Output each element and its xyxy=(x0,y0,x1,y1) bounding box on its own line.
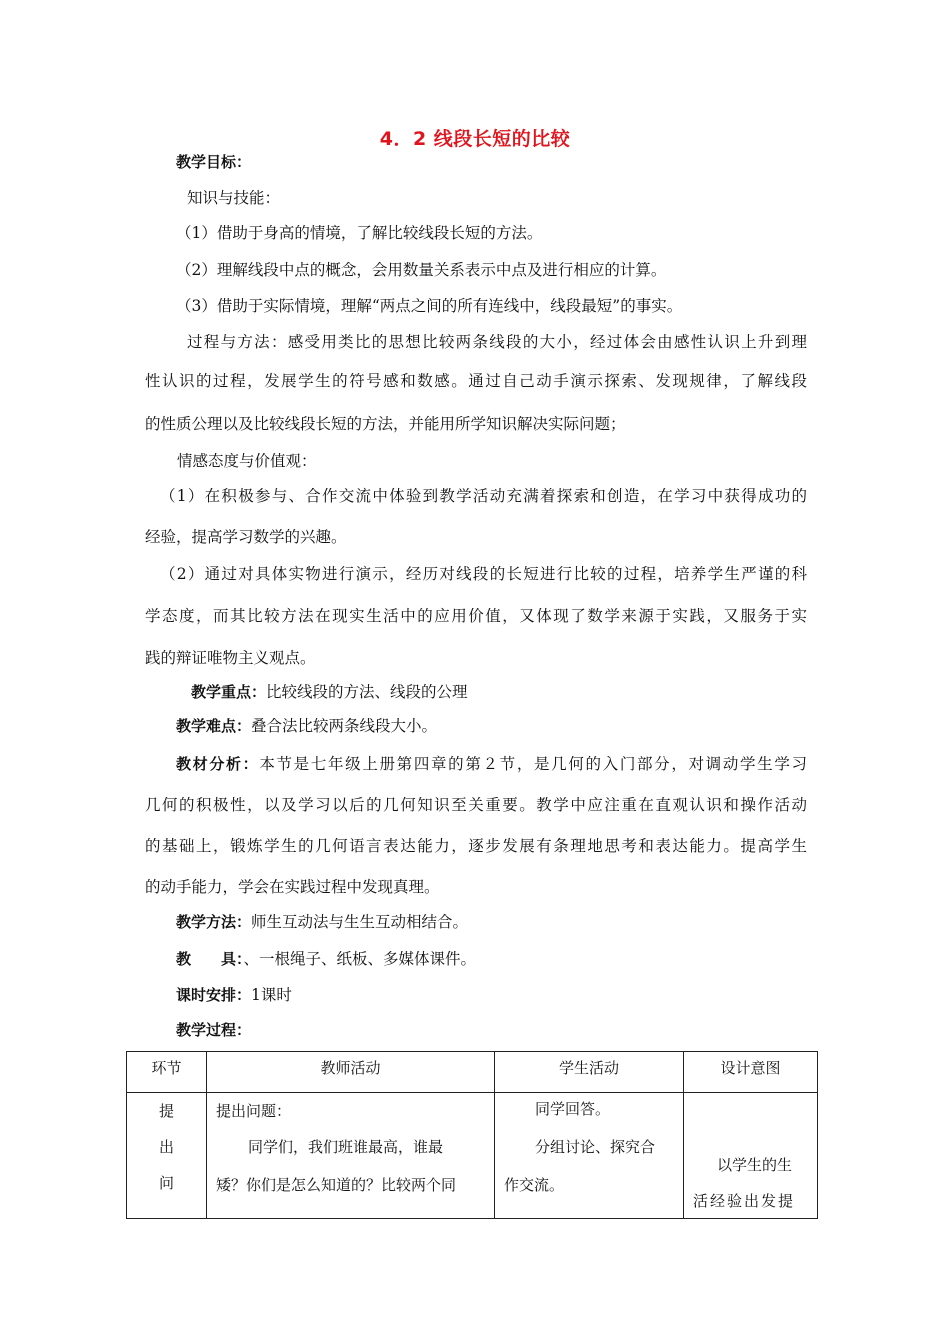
schedule-label: 课时安排： xyxy=(176,986,252,1004)
method-text: 师生互动法与生生互动相结合。 xyxy=(251,913,469,931)
analysis-label: 教材分析： xyxy=(176,755,260,773)
process-paragraph-line: 性认识的过程，发展学生的符号感和数感。通过自己动手演示探索、发现规律，了解线段 xyxy=(145,372,807,390)
emotion-item-line: （2）通过对具体实物进行演示，经历对线段的长短进行比较的过程，培养学生严谨的科 xyxy=(160,565,807,583)
intent-line: 活经验出发提 xyxy=(693,1192,796,1210)
analysis-first-line xyxy=(176,754,807,774)
table-row xyxy=(127,1093,818,1219)
emotion-item-line: 经验，提高学习数学的兴趣。 xyxy=(145,528,347,546)
table-header-row xyxy=(127,1052,818,1093)
stage-char: 提 xyxy=(159,1102,175,1120)
process-paragraph-line: 的性质公理以及比较线段长短的方法，并能用所学知识解决实际问题； xyxy=(145,415,626,433)
teacher-line: 提出问题： xyxy=(216,1102,292,1120)
tools-label: 教 具： xyxy=(176,950,244,968)
table-header: 设计意图 xyxy=(684,1052,818,1093)
knowledge-item: （2）理解线段中点的概念，会用数量关系表示中点及进行相应的计算。 xyxy=(176,261,667,279)
difficulty-label: 教学难点： xyxy=(176,717,252,735)
table-header: 学生活动 xyxy=(495,1052,684,1093)
stage-char: 问 xyxy=(159,1174,175,1192)
difficulty-text: 叠合法比较两条线段大小。 xyxy=(251,717,438,735)
class-schedule xyxy=(176,985,292,1005)
intent-line: 以学生的生 xyxy=(717,1156,793,1174)
emotion-item-line: 践的辩证唯物主义观点。 xyxy=(145,649,316,667)
schedule-text: 1课时 xyxy=(251,986,292,1004)
teaching-process-table xyxy=(126,1051,818,1219)
teaching-method xyxy=(176,912,468,932)
student-line: 分组讨论、探究合 xyxy=(535,1138,656,1156)
process-heading: 教学过程： xyxy=(176,1021,252,1039)
emotion-heading: 情感态度与价值观： xyxy=(177,452,317,470)
student-line: 作交流。 xyxy=(504,1176,565,1194)
table-header: 环节 xyxy=(127,1052,207,1093)
teacher-activity-cell xyxy=(207,1093,495,1219)
student-line: 同学回答。 xyxy=(535,1100,611,1118)
teaching-tools xyxy=(176,949,476,969)
design-intent-cell xyxy=(684,1093,818,1219)
knowledge-item: （3）借助于实际情境，理解“两点之间的所有连线中，线段最短”的事实。 xyxy=(176,297,683,315)
emotion-item-line: （1）在积极参与、合作交流中体验到教学活动充满着探索和创造，在学习中获得成功的 xyxy=(160,487,807,505)
page-title: 4．2 线段长短的比较 xyxy=(379,128,571,150)
table-header: 教师活动 xyxy=(207,1052,495,1093)
key-point-label: 教学重点： xyxy=(191,683,267,701)
stage-char: 出 xyxy=(159,1138,175,1156)
method-label: 教学方法： xyxy=(176,913,252,931)
tools-text: 、一根绳子、纸板、多媒体课件。 xyxy=(243,950,477,968)
knowledge-item: （1）借助于身高的情境，了解比较线段长短的方法。 xyxy=(176,224,543,242)
analysis-line: 的基础上，锻炼学生的几何语言表达能力，逐步发展有条理地思考和表达能力。提高学生 xyxy=(145,837,807,855)
teacher-line: 同学们，我们班谁最高，谁最 xyxy=(248,1138,444,1156)
knowledge-heading: 知识与技能： xyxy=(187,189,281,207)
analysis-line: 几何的积极性，以及学习以后的几何知识至关重要。教学中应注重在直观认识和操作活动 xyxy=(145,796,807,814)
analysis-text: 本节是七年级上册第四章的第２节，是几何的入门部分，对调动学生学习 xyxy=(259,755,807,773)
process-paragraph-line: 过程与方法：感受用类比的思想比较两条线段的大小，经过体会由感性认识上升到理 xyxy=(187,333,807,351)
key-point xyxy=(191,682,468,702)
student-activity-cell xyxy=(495,1093,684,1219)
goals-heading: 教学目标： xyxy=(176,153,252,171)
stage-cell xyxy=(127,1093,207,1219)
difficulty xyxy=(176,716,437,736)
analysis-line: 的动手能力，学会在实践过程中发现真理。 xyxy=(145,878,440,896)
teacher-line: 矮？你们是怎么知道的？比较两个同 xyxy=(216,1176,457,1194)
key-point-text: 比较线段的方法、线段的公理 xyxy=(266,683,468,701)
emotion-item-line: 学态度，而其比较方法在现实生活中的应用价值，又体现了数学来源于实践，又服务于实 xyxy=(145,607,807,625)
